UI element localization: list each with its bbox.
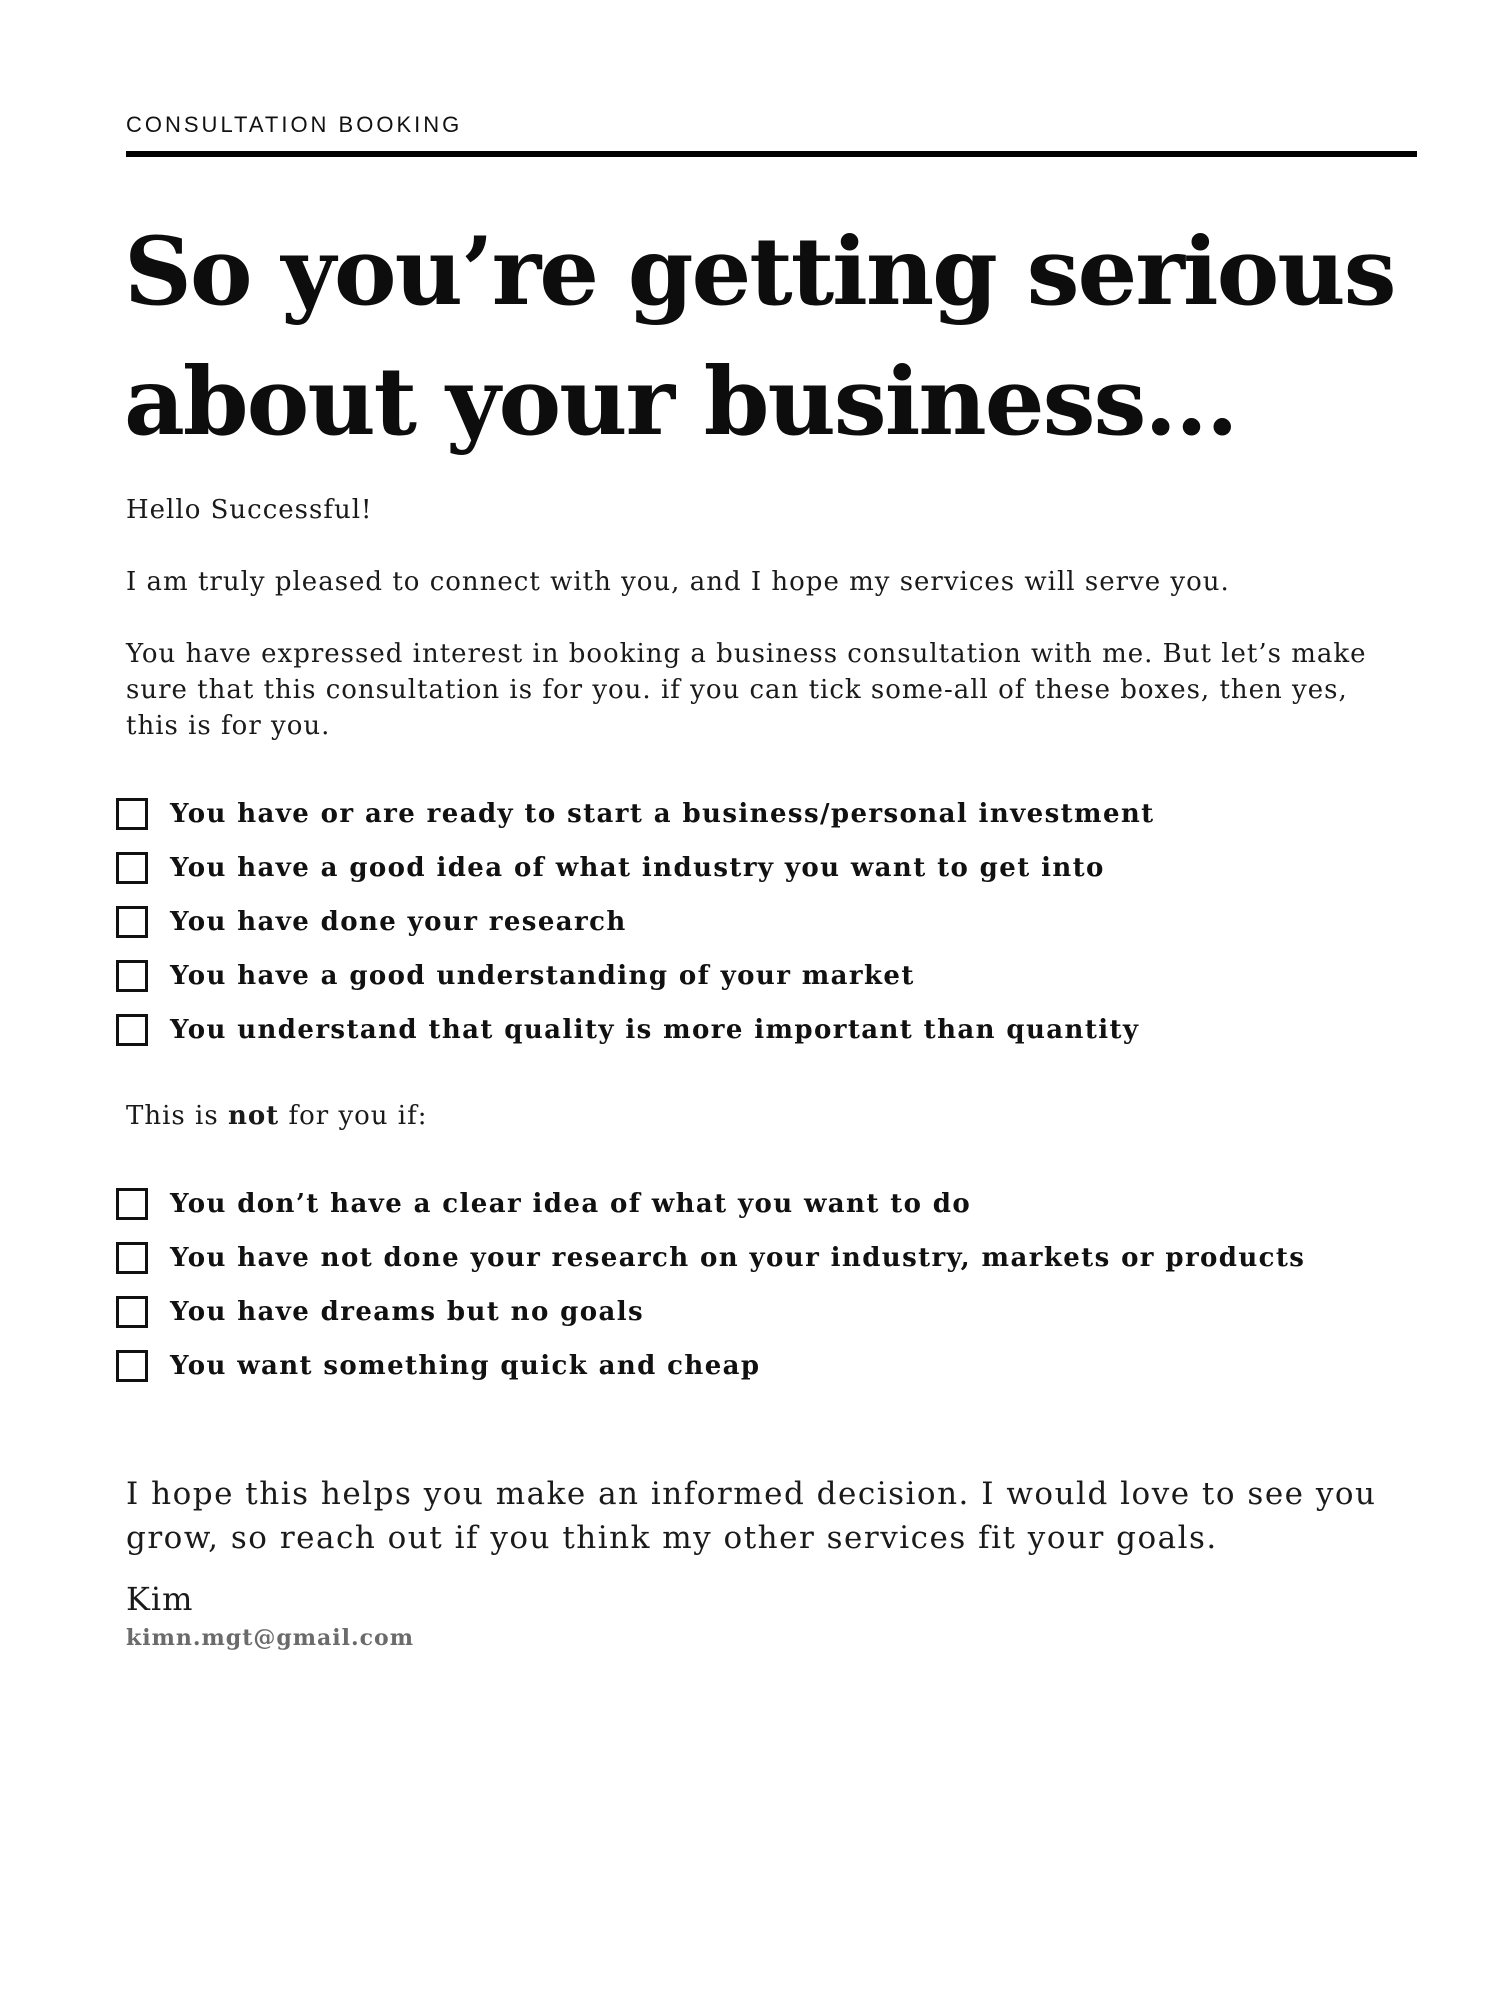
checkbox[interactable] (116, 1014, 148, 1046)
document-eyebrow: CONSULTATION BOOKING (126, 112, 463, 137)
header-divider (126, 151, 1417, 157)
checkbox[interactable] (116, 906, 148, 938)
qualifier-paragraph: You have expressed interest in booking a business consultation with me. But let’s make sure that this consultation is for you. if you can tick some-all of these boxes, then yes, this is for you. (126, 639, 1367, 741)
checkbox[interactable] (116, 1188, 148, 1220)
greeting: Hello Successful! (126, 495, 373, 525)
checkbox[interactable] (116, 852, 148, 884)
checklist-item[interactable] (116, 1339, 1305, 1393)
email-link[interactable]: kimn.mgt@gmail.com (126, 1625, 414, 1651)
not-for-you-prefix: This is (126, 1101, 228, 1131)
disqualifying-checklist (116, 1177, 1305, 1393)
page-title-line-2: about your business... (124, 347, 1237, 457)
checklist-item-label: You have not done your research on your industry, markets or products (170, 1243, 1306, 1273)
checklist-item[interactable] (116, 1177, 1305, 1231)
checklist-item[interactable] (116, 1231, 1305, 1285)
not-for-you-suffix: for you if: (279, 1101, 428, 1131)
checklist-item-label: You want something quick and cheap (170, 1351, 761, 1381)
not-for-you-emphasis: not (227, 1101, 280, 1131)
page-title-line-1: So you’re getting serious (124, 217, 1395, 327)
checklist-item-label: You don’t have a clear idea of what you want to do (170, 1189, 972, 1219)
checklist-item[interactable] (116, 895, 1155, 949)
checkbox[interactable] (116, 1350, 148, 1382)
checkbox[interactable] (116, 798, 148, 830)
checklist-item[interactable] (116, 787, 1155, 841)
checklist-item-label: You have dreams but no goals (170, 1297, 645, 1327)
not-for-you-heading (126, 1098, 1376, 1134)
checkbox[interactable] (116, 960, 148, 992)
page-title (124, 207, 1404, 467)
checklist-item-label: You have or are ready to start a business/personal investment (170, 799, 1155, 829)
checklist-item-label: You have a good idea of what industry you want to get into (170, 853, 1105, 883)
closing-paragraph: I hope this helps you make an informed decision. I would love to see you grow, so reach out if you think my other services fit your goals. (126, 1476, 1377, 1556)
checklist-item-label: You understand that quality is more important than quantity (170, 1015, 1140, 1045)
qualifying-checklist (116, 787, 1155, 1057)
checklist-item[interactable] (116, 949, 1155, 1003)
checklist-item[interactable] (116, 1285, 1305, 1339)
checklist-item[interactable] (116, 1003, 1155, 1057)
checkbox[interactable] (116, 1242, 148, 1274)
checklist-item-label: You have done your research (170, 907, 627, 937)
checklist-item-label: You have a good understanding of your market (170, 961, 915, 991)
checklist-item[interactable] (116, 841, 1155, 895)
checkbox[interactable] (116, 1296, 148, 1328)
signature-name: Kim (126, 1580, 194, 1618)
intro-paragraph: I am truly pleased to connect with you, and I hope my services will serve you. (126, 567, 1230, 597)
